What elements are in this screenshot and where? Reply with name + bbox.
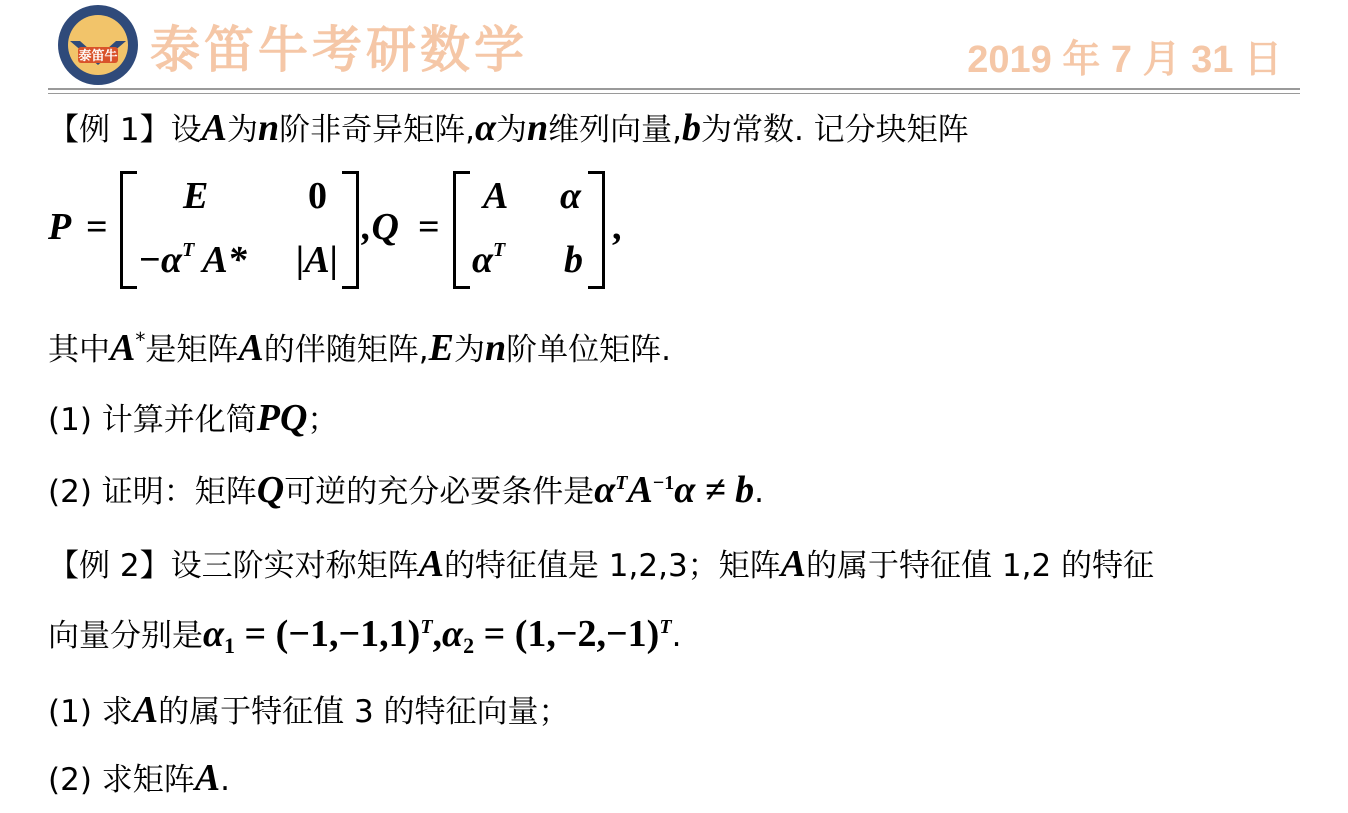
p-left-bracket bbox=[120, 171, 137, 289]
svg-text:泰笛牛: 泰笛牛 bbox=[78, 49, 118, 64]
ex1-question-1: (1) 计算并化简PQ； bbox=[48, 397, 339, 439]
logo-seal bbox=[56, 3, 140, 87]
header-divider bbox=[48, 88, 1300, 90]
ex1-intro: 【例 1】设A为n阶非奇异矩阵,α为n维列向量,b为常数. 记分块矩阵 bbox=[48, 107, 969, 149]
ex1-question-2: (2) 证明：矩阵Q可逆的充分必要条件是$\alpha^TA^{-1}\alpha \ne b$. bbox=[48, 469, 764, 511]
ex1-where: 其中A*是矩阵A的伴随矩阵,E为n阶单位矩阵. bbox=[48, 327, 671, 369]
ex2-line-1: 【例 2】设三阶实对称矩阵A的特征值是 1,2,3；矩阵A的属于特征值 1,2 的特征 bbox=[48, 543, 1155, 585]
p-right-bracket bbox=[342, 171, 359, 289]
ex2-line-2: 向量分别是$\alpha_1 = (-1,-1,1)^T,\alpha_2 = (1,-2,-1)^T$. bbox=[48, 613, 682, 659]
ex2-question-2: (2) 求矩阵A. bbox=[48, 757, 230, 799]
header-divider-2 bbox=[48, 93, 1300, 94]
p-symbol: P bbox=[48, 206, 72, 248]
ex2-question-1: (1) 求A的属于特征值 3 的特征向量； bbox=[48, 689, 570, 731]
brand-title: 泰笛牛考研数学 bbox=[150, 20, 528, 79]
header-date: 2019 年 7 月 31 日 bbox=[967, 39, 1282, 81]
q-left-bracket bbox=[453, 171, 470, 289]
q-right-bracket bbox=[588, 171, 605, 289]
